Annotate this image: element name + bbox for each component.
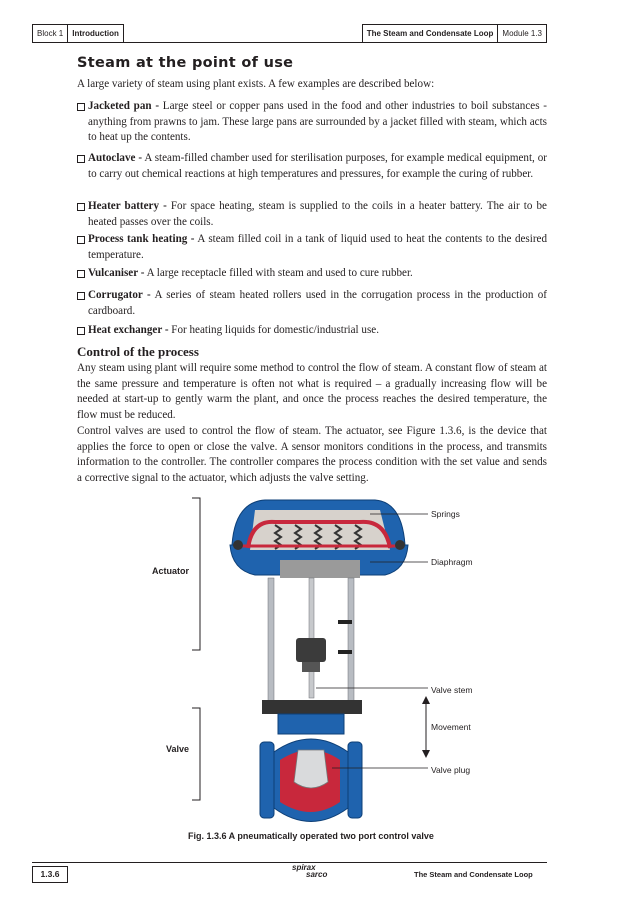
section-label: Introduction [67, 25, 123, 42]
footer-title: The Steam and Condensate Loop [414, 870, 533, 879]
book-label: The Steam and Condensate Loop [366, 29, 494, 38]
actuator-body [230, 500, 408, 578]
stem-connector [296, 638, 326, 672]
valve-plug-label: Valve plug [431, 765, 471, 775]
list-item: Vulcaniser - A large receptacle filled with steam and used to cure rubber. [77, 266, 547, 282]
figure-caption: Fig. 1.3.6 A pneumatically operated two port control valve [188, 831, 434, 841]
valve-stem-label: Valve stem [431, 685, 473, 695]
valve-body [260, 739, 362, 822]
list-item: Corrugator - A series of steam heated rollers used in the corrugation process in the production of cardboard. [77, 288, 547, 319]
footer-rule [32, 862, 547, 863]
valve-plug [294, 750, 328, 788]
list-item: Process tank heating - A steam filled coil in a tank of liquid used to heat the contents to the desired temperature. [77, 232, 547, 263]
yoke-pillar-right [348, 578, 354, 708]
bullet-box-icon [77, 327, 85, 335]
springs-label: Springs [431, 509, 460, 519]
actuator-bracket [192, 498, 200, 650]
list-item: Heat exchanger - For heating liquids for domestic/industrial use. [77, 323, 547, 339]
diaphragm-label: Diaphragm [431, 557, 473, 567]
movement-arrow [422, 696, 430, 758]
bonnet-plate [262, 700, 362, 714]
section-heading: Control of the process [77, 344, 199, 359]
list-item: Jacketed pan - Large steel or copper pans used in the food and other industries to boil substances - anything from prawns to jam. These large pans are surrounded by a jacket filled with steam, which acts to heat up the contents. [77, 99, 547, 146]
control-valve-illustration [180, 490, 510, 830]
bullet-box-icon [77, 103, 85, 111]
header-left [32, 24, 124, 43]
valve-label: Valve [166, 744, 190, 754]
intro-text: A large variety of steam using plant exists. A few examples are described below: [77, 78, 435, 90]
header-right [362, 24, 547, 43]
yoke-pillar-left [268, 578, 274, 708]
module-label: Module 1.3 [497, 25, 546, 42]
control-paragraph-2: Control valves are used to control the flow of steam. The actuator, see Figure 1.3.6, is the device that applies the force to open or close the valve. A sensor monitors conditions in the process, and transmits information to the controller. The controller compares the process condition with the set value and sends a corrective signal to the actuator, which adjusts the valve setting. [77, 425, 547, 484]
actuator-label: Actuator [152, 566, 190, 576]
valve-bracket [192, 708, 200, 800]
control-paragraph-1: Any steam using plant will require some method to control the flow of steam. A constant flow of steam at the same pressure and temperature is often not what is required – a gradually increasing flow will be needed at start-up to gently warm the plant, and once the process reaches the desired temperature, the flow must be reduced. [77, 362, 547, 421]
page-number: 1.3.6 [32, 866, 68, 883]
list-item: Autoclave - A steam-filled chamber used for sterilisation purposes, for example medical equipment, or to carry out chemical reactions at high temperatures and pressures, for example the curing of rubber. [77, 151, 547, 182]
bullet-box-icon [77, 155, 85, 163]
bullet-box-icon [77, 203, 85, 211]
bullet-box-icon [77, 236, 85, 244]
spirax-sarco-logo: spirax sarco [292, 863, 328, 879]
block-label: Block 1 [37, 29, 64, 38]
bonnet [278, 714, 344, 734]
list-item: Heater battery - For space heating, steam is supplied to the coils in a heater battery. The air to be heated passes over the coils. [77, 199, 547, 230]
page-title: Steam at the point of use [77, 55, 294, 71]
movement-label: Movement [431, 722, 471, 732]
bullet-box-icon [77, 270, 85, 278]
bullet-box-icon [77, 292, 85, 300]
